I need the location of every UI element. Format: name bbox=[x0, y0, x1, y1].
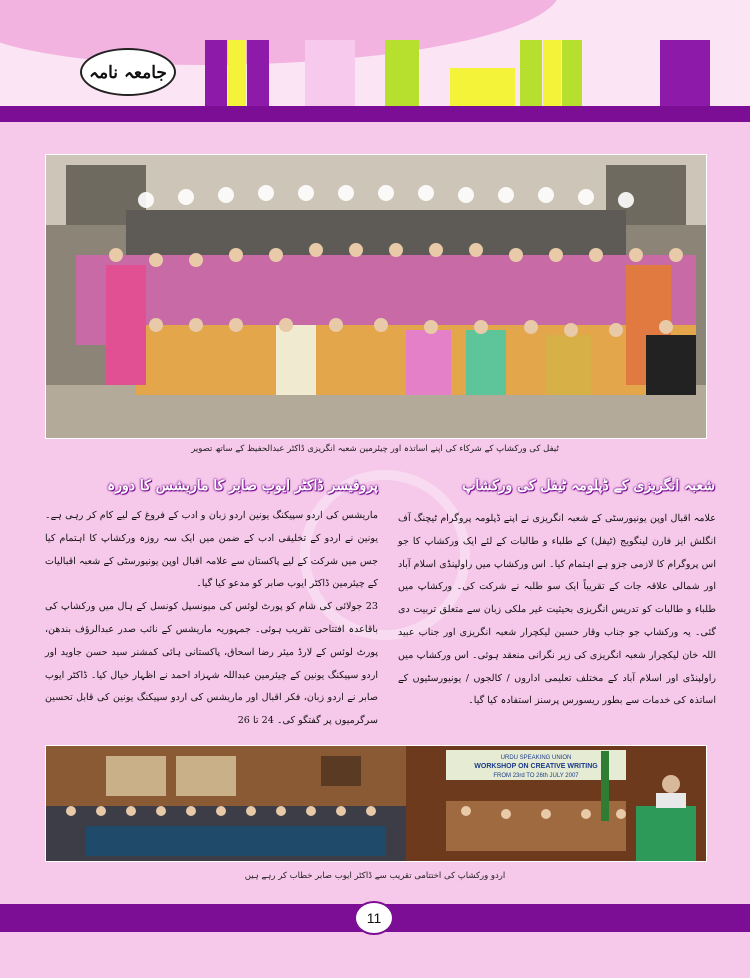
right-article-body bbox=[398, 508, 716, 713]
left-article-body bbox=[45, 505, 378, 733]
left-article-paragraph-2: 23 جولائی کی شام کو پورٹ لوئس کی میونسپل کونسل کے ہال میں ورکشاپ کی باقاعدہ افتتاحی تقریب ہوئی۔ جمہوریہ ماریشس کے نائب صدر عبدالرؤف بندھن، پورٹ لوئس کے لارڈ میئر رضا اسحاق، پاکستانی ہائی کمشنر سید حسن جاوید اور اردو سپیکنگ یونین کے چیئرمین عبداللہ شہزاد احمد نے اظہار خیال کیا۔ ڈاکٹر ایوب صابر نے اردو زبان، فکر اقبال اور ماریشس کی اردو سپیکنگ یونین کی قابل تحسین سرگرمیوں پر گفتگو کی۔ 24 تا 26 bbox=[45, 601, 378, 727]
right-article-paragraph: علامہ اقبال اوپن یونیورسٹی کے شعبہ انگریزی نے اپنے ڈپلومہ پروگرام ٹیچنگ آف انگلش ایز فارن لینگویج (ٹیفل) کے طلباء و طالبات کے لئے ایک ورکشاپ کا جو اس پروگرام کا لازمی جزو ہے اہتمام کیا۔ اس ورکشاپ میں راولپنڈی اسلام آباد اور شمالی علاقہ جات کے تقریباً ایک سو طلبہ نے شرکت کی۔ ورکشاپ میں طلباء و طالبات کو تدریس انگریزی بحیثیت غیر ملکی زبان سے متعلق تربیت دی گئی۔ یہ ورکشاپ جو جناب وقار حسین لیکچرار شعبہ انگریزی اور جناب عبید اللہ خان لیکچرار شعبہ انگریزی کی زیر نگرانی منعقد ہوئی۔ اس ورکشاپ میں راولپنڈی اور اسلام آباد کے مختلف تعلیمی اداروں / کالجوں / یونیورسٹیوں کے اساتذہ کی خدمات سے بطور ریسورس پرسنز استفادہ کیا گیا۔ bbox=[398, 513, 716, 707]
group-photo bbox=[45, 154, 707, 439]
decor-strip-yellow bbox=[450, 68, 515, 106]
decor-strip-pink bbox=[305, 40, 355, 106]
masthead-title: جامعہ نامہ bbox=[89, 62, 167, 83]
left-article-paragraph-1: ماریشس کی اردو سپیکنگ یونین اردو زبان و ادب کے فروغ کے لیے کام کر رہی ہے۔ یونین نے اردو کے تخلیقی ادب کے ضمن میں ایک سہ روزہ ورکشاپ کا اہتمام کیا جس میں شرکت کے لیے پاکستان سے علامہ اقبال اوپن یونیورسٹی کے شعبہ اقبالیات کے چیئرمین ڈاکٹر ایوب صابر کو مدعو کیا گیا۔ bbox=[45, 510, 378, 590]
decor-strip-purple bbox=[205, 40, 227, 106]
banner-line-3: FROM 23rd TO 26th JULY 2007 bbox=[493, 773, 579, 779]
bottom-photo bbox=[45, 745, 707, 862]
group-photo-caption: ٹیفل کی ورکشاپ کے شرکاء کی اپنے اساتذہ اور چیئرمین شعبہ انگریزی ڈاکٹر عبدالحفیظ کے ساتھ تصویر bbox=[191, 444, 559, 454]
right-article-heading: شعبہ انگریزی کے ڈپلومہ ٹیفل کی ورکشاپ bbox=[462, 478, 715, 494]
page-number: 11 bbox=[366, 910, 382, 926]
decor-strip-green bbox=[520, 40, 542, 106]
masthead-logo bbox=[80, 48, 176, 96]
bottom-photo-illustration bbox=[46, 746, 706, 861]
banner-line-1: URDU SPEAKING UNION bbox=[500, 755, 572, 761]
decor-strip-green bbox=[385, 40, 419, 106]
decor-strip-yellow bbox=[543, 40, 561, 106]
header-band bbox=[0, 106, 750, 122]
decor-strip-yellow bbox=[228, 40, 246, 106]
decor-strip-green bbox=[562, 40, 582, 106]
left-article-heading: پروفیسر ڈاکٹر ایوب صابر کا ماریشس کا دورہ bbox=[107, 478, 378, 494]
group-photo-illustration bbox=[46, 155, 706, 438]
banner-line-2: WORKSHOP ON CREATIVE WRITING bbox=[474, 763, 598, 770]
page-number-badge bbox=[354, 901, 394, 935]
decor-strip-purple bbox=[660, 40, 710, 106]
decor-strip-purple bbox=[247, 40, 269, 106]
bottom-photo-caption: اردو ورکشاپ کی اختتامی تقریب سے ڈاکٹر ایوب صابر خطاب کر رہے ہیں bbox=[244, 871, 506, 881]
